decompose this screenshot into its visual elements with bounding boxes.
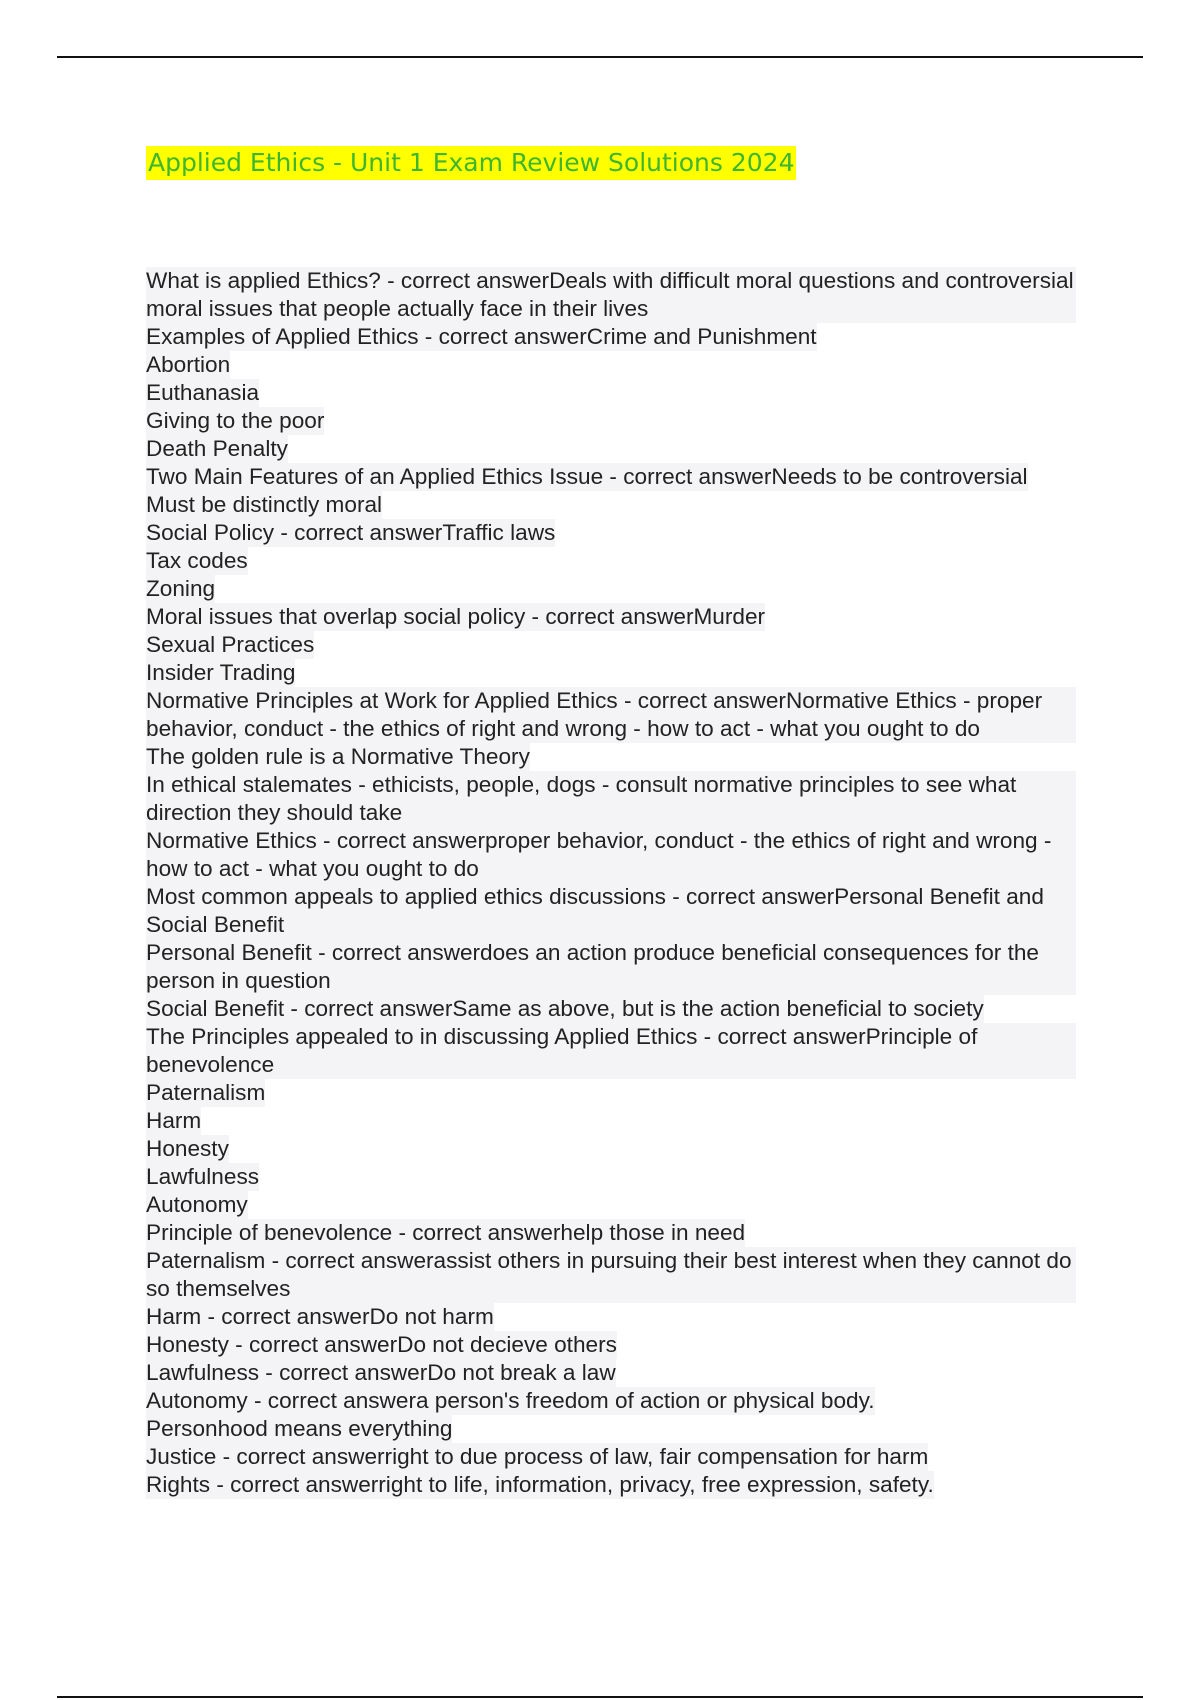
text-line: Harm bbox=[146, 1108, 202, 1133]
text-line: Sexual Practices bbox=[146, 632, 315, 657]
text-line: Paternalism bbox=[146, 1080, 266, 1105]
text-line: The golden rule is a Normative Theory bbox=[146, 744, 530, 769]
text-line: Personhood means everything bbox=[146, 1416, 453, 1441]
text-line: Lawfulness bbox=[146, 1164, 260, 1189]
text-line: Principle of benevolence - correct answerhelp those in need bbox=[146, 1220, 746, 1245]
text-line: Giving to the poor bbox=[146, 408, 325, 433]
text-line: Honesty bbox=[146, 1136, 229, 1161]
text-line: Social Policy - correct answerTraffic laws bbox=[146, 520, 556, 545]
text-line: Tax codes bbox=[146, 548, 248, 573]
text-line: Autonomy - correct answera person's freedom of action or physical body. bbox=[146, 1388, 875, 1413]
text-line: What is applied Ethics? - correct answerDeals with difficult moral questions and controversial moral issues that people actually face in their lives bbox=[146, 267, 1076, 323]
text-line: Euthanasia bbox=[146, 380, 260, 405]
text-line: Most common appeals to applied ethics discussions - correct answerPersonal Benefit and Social Benefit bbox=[146, 883, 1076, 939]
text-line: The Principles appealed to in discussing Applied Ethics - correct answerPrinciple of benevolence bbox=[146, 1023, 1076, 1079]
text-line: Autonomy bbox=[146, 1192, 248, 1217]
text-line: Normative Principles at Work for Applied Ethics - correct answerNormative Ethics - proper behavior, conduct - the ethics of right and wrong - how to act - what you ought to do bbox=[146, 687, 1076, 743]
text-line: Abortion bbox=[146, 352, 231, 377]
text-line: Justice - correct answerright to due process of law, fair compensation for harm bbox=[146, 1444, 929, 1469]
document-title: Applied Ethics - Unit 1 Exam Review Solutions 2024 bbox=[146, 146, 796, 180]
bottom-rule bbox=[57, 1696, 1143, 1698]
text-line: Social Benefit - correct answerSame as above, but is the action beneficial to society bbox=[146, 996, 984, 1021]
text-line: Moral issues that overlap social policy - correct answerMurder bbox=[146, 604, 766, 629]
text-line: Honesty - correct answerDo not decieve others bbox=[146, 1332, 617, 1357]
text-line: Rights - correct answerright to life, information, privacy, free expression, safety. bbox=[146, 1472, 934, 1497]
text-line: Harm - correct answerDo not harm bbox=[146, 1304, 494, 1329]
text-line: Zoning bbox=[146, 576, 216, 601]
text-line: Insider Trading bbox=[146, 660, 296, 685]
text-line: In ethical stalemates - ethicists, people, dogs - consult normative principles to see what direction they should take bbox=[146, 771, 1076, 827]
text-line: Examples of Applied Ethics - correct answerCrime and Punishment bbox=[146, 324, 817, 349]
text-line: Must be distinctly moral bbox=[146, 492, 383, 517]
top-rule bbox=[57, 56, 1143, 58]
text-line: Lawfulness - correct answerDo not break a law bbox=[146, 1360, 616, 1385]
text-line: Paternalism - correct answerassist others in pursuing their best interest when they cannot do so themselves bbox=[146, 1247, 1076, 1303]
text-line: Personal Benefit - correct answerdoes an action produce beneficial consequences for the person in question bbox=[146, 939, 1076, 995]
text-line: Death Penalty bbox=[146, 436, 288, 461]
text-line: Normative Ethics - correct answerproper behavior, conduct - the ethics of right and wrong - how to act - what you ought to do bbox=[146, 827, 1076, 883]
document-body bbox=[146, 267, 1076, 1499]
text-line: Two Main Features of an Applied Ethics Issue - correct answerNeeds to be controversial bbox=[146, 464, 1028, 489]
